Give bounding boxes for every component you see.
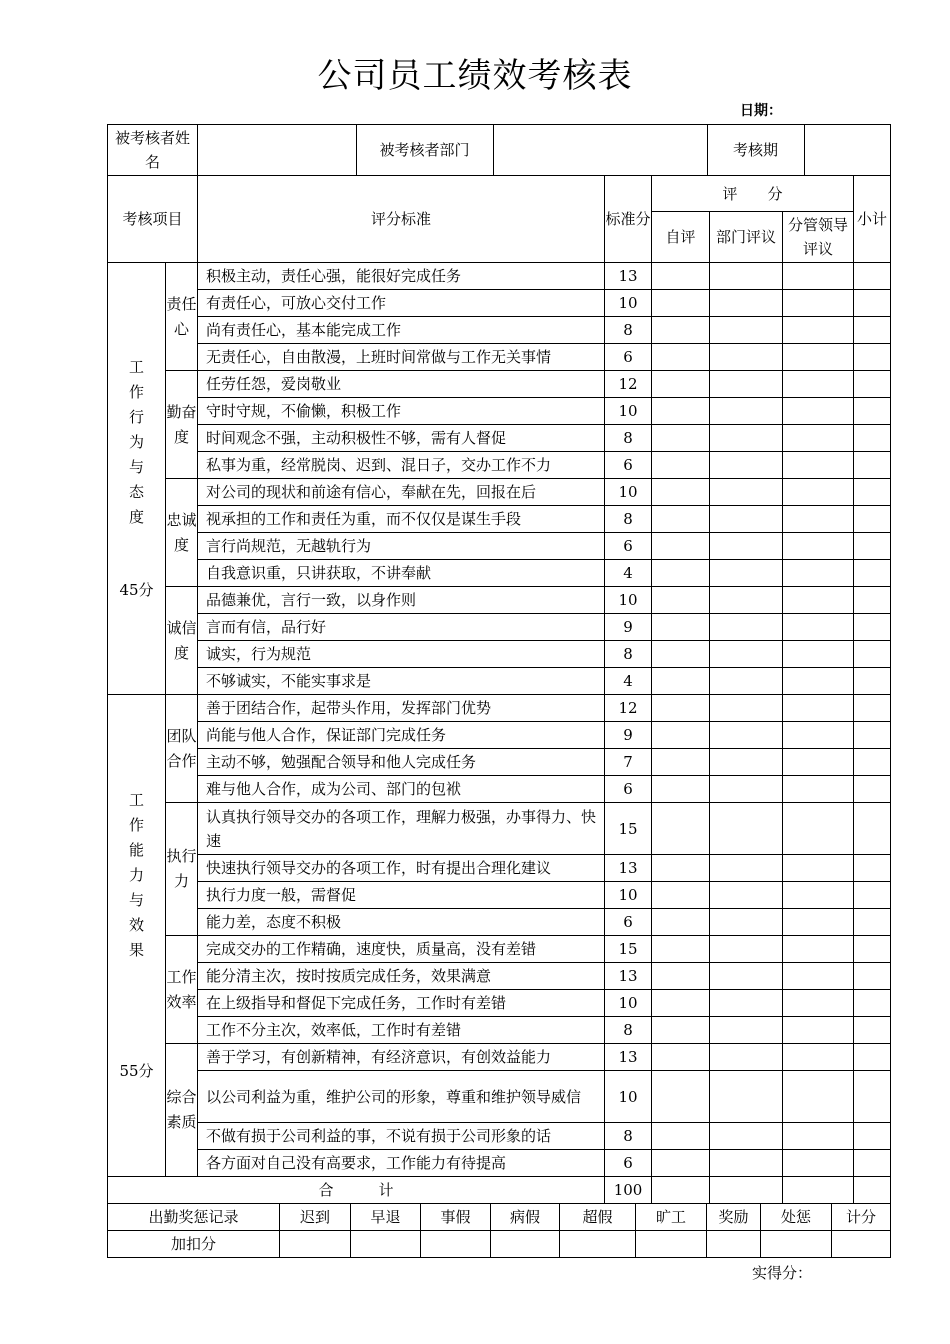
self-total-cell[interactable] [652, 1177, 710, 1204]
criteria-text: 言而有信，品行好 [198, 614, 605, 641]
self-score-cell[interactable] [652, 990, 710, 1017]
col-leader: 分管领导评议 [783, 212, 854, 263]
table-row [108, 1150, 891, 1177]
self-score-cell[interactable] [652, 290, 710, 317]
dept-score-cell[interactable] [710, 641, 783, 668]
criteria-text: 执行力度一般，需督促 [198, 882, 605, 909]
dept-score-cell[interactable] [710, 560, 783, 587]
table-row [108, 803, 891, 855]
subtotal-cell[interactable] [854, 855, 891, 882]
dept-score-cell[interactable] [710, 855, 783, 882]
self-score-cell[interactable] [652, 587, 710, 614]
table-row [108, 398, 891, 425]
table-row [108, 749, 891, 776]
dept-score-cell[interactable] [710, 749, 783, 776]
dept-score-cell[interactable] [710, 668, 783, 695]
criteria-text: 私事为重，经常脱岗、迟到、混日子，交办工作不力 [198, 452, 605, 479]
criteria-text: 积极主动，责任心强，能很好完成任务 [198, 263, 605, 290]
adjust-cell[interactable] [560, 1231, 636, 1258]
table-row [108, 668, 891, 695]
name-label: 被考核者姓名 [108, 125, 198, 176]
dept-label: 被考核者部门 [356, 125, 493, 175]
col-self: 自评 [652, 212, 710, 263]
standard-score: 15 [605, 803, 652, 855]
table-row [108, 263, 891, 290]
category-points: 55分 [119, 1061, 154, 1080]
name-field[interactable] [198, 125, 356, 175]
criteria-text: 在上级指导和督促下完成任务，工作时有差错 [198, 990, 605, 1017]
dept-score-cell[interactable] [710, 452, 783, 479]
leader-score-cell[interactable] [783, 882, 854, 909]
self-score-cell[interactable] [652, 398, 710, 425]
self-score-cell[interactable] [652, 506, 710, 533]
group-name: 责任心 [166, 263, 198, 371]
attendance-item: 早退 [351, 1204, 421, 1231]
criteria-text: 认真执行领导交办的各项工作，理解力极强，办事得力、快速 [198, 803, 605, 855]
criteria-text: 时间观念不强，主动积极性不够，需有人督促 [198, 425, 605, 452]
group-name: 勤奋度 [166, 371, 198, 479]
dept-score-cell[interactable] [710, 963, 783, 990]
self-score-cell[interactable] [652, 560, 710, 587]
table-row [108, 452, 891, 479]
dept-score-cell[interactable] [710, 263, 783, 290]
self-score-cell[interactable] [652, 614, 710, 641]
leader-score-cell[interactable] [783, 371, 854, 398]
subtotal-cell[interactable] [854, 990, 891, 1017]
self-score-cell[interactable] [652, 317, 710, 344]
leader-score-cell[interactable] [783, 909, 854, 936]
subtotal-cell[interactable] [854, 963, 891, 990]
self-score-cell[interactable] [652, 695, 710, 722]
table-row [108, 425, 891, 452]
table-row [108, 317, 891, 344]
criteria-text: 不够诚实，不能实事求是 [198, 668, 605, 695]
criteria-text: 不做有损于公司利益的事，不说有损于公司形象的话 [198, 1123, 605, 1150]
subtotal-cell[interactable] [854, 776, 891, 803]
leader-score-cell[interactable] [783, 479, 854, 506]
standard-score: 15 [605, 936, 652, 963]
standard-score: 8 [605, 641, 652, 668]
table-row [108, 533, 891, 560]
criteria-text: 对公司的现状和前途有信心，奉献在先，回报在后 [198, 479, 605, 506]
table-row [108, 990, 891, 1017]
period-label: 考核期 [707, 125, 804, 175]
criteria-text: 言行尚规范，无越轨行为 [198, 533, 605, 560]
attendance-item: 病假 [491, 1204, 560, 1231]
dept-score-cell[interactable] [710, 614, 783, 641]
total-row [108, 1177, 891, 1204]
self-score-cell[interactable] [652, 749, 710, 776]
standard-score: 6 [605, 1150, 652, 1177]
self-score-cell[interactable] [652, 371, 710, 398]
leader-score-cell[interactable] [783, 963, 854, 990]
subtotal-cell[interactable] [854, 290, 891, 317]
dept-score-cell[interactable] [710, 909, 783, 936]
subtotal-cell[interactable] [854, 1044, 891, 1071]
dept-score-cell[interactable] [710, 371, 783, 398]
leader-score-cell[interactable] [783, 1017, 854, 1044]
subtotal-cell[interactable] [854, 506, 891, 533]
leader-score-cell[interactable] [783, 776, 854, 803]
attendance-item: 奖励 [707, 1204, 761, 1231]
leader-score-cell[interactable] [783, 290, 854, 317]
self-score-cell[interactable] [652, 641, 710, 668]
table-row [108, 1044, 891, 1071]
subtotal-cell[interactable] [854, 668, 891, 695]
subtotal-cell[interactable] [854, 641, 891, 668]
standard-score: 8 [605, 506, 652, 533]
table-row [108, 1123, 891, 1150]
leader-score-cell[interactable] [783, 317, 854, 344]
subtotal-cell[interactable] [854, 749, 891, 776]
self-score-cell[interactable] [652, 803, 710, 855]
col-item: 考核项目 [108, 176, 198, 263]
subtotal-cell[interactable] [854, 1071, 891, 1123]
standard-score: 12 [605, 371, 652, 398]
subtotal-cell[interactable] [854, 909, 891, 936]
standard-score: 6 [605, 533, 652, 560]
total-label: 合 计 [108, 1177, 605, 1204]
table-row [108, 695, 891, 722]
criteria-text: 各方面对自己没有高要求，工作能力有待提高 [198, 1150, 605, 1177]
group-name: 综合素质 [166, 1044, 198, 1177]
standard-score: 10 [605, 1071, 652, 1123]
subtotal-cell[interactable] [854, 587, 891, 614]
leader-score-cell[interactable] [783, 1071, 854, 1123]
standard-score: 8 [605, 1017, 652, 1044]
criteria-text: 守时守规，不偷懒，积极工作 [198, 398, 605, 425]
criteria-text: 品德兼优，言行一致，以身作则 [198, 587, 605, 614]
leader-score-cell[interactable] [783, 506, 854, 533]
subtotal-cell[interactable] [854, 263, 891, 290]
adjust-label: 加扣分 [108, 1231, 280, 1258]
leader-score-cell[interactable] [783, 263, 854, 290]
criteria-text: 尚有责任心，基本能完成工作 [198, 317, 605, 344]
subtotal-cell[interactable] [854, 1150, 891, 1177]
self-score-cell[interactable] [652, 452, 710, 479]
standard-score: 8 [605, 317, 652, 344]
leader-score-cell[interactable] [783, 990, 854, 1017]
dept-score-cell[interactable] [710, 1044, 783, 1071]
col-standard: 标准分 [605, 176, 652, 263]
standard-score: 13 [605, 855, 652, 882]
col-subtotal: 小计 [854, 176, 891, 263]
attendance-table [107, 1203, 891, 1258]
subtotal-cell[interactable] [854, 479, 891, 506]
total-score: 100 [605, 1177, 652, 1204]
self-score-cell[interactable] [652, 855, 710, 882]
self-score-cell[interactable] [652, 533, 710, 560]
table-row [108, 909, 891, 936]
adjust-cell[interactable] [832, 1231, 891, 1258]
self-score-cell[interactable] [652, 1017, 710, 1044]
self-score-cell[interactable] [652, 776, 710, 803]
table-row [108, 776, 891, 803]
criteria-text: 视承担的工作和责任为重，而不仅仅是谋生手段 [198, 506, 605, 533]
dept-score-cell[interactable] [710, 1150, 783, 1177]
dept-score-cell[interactable] [710, 722, 783, 749]
leader-score-cell[interactable] [783, 452, 854, 479]
self-score-cell[interactable] [652, 479, 710, 506]
subtotal-cell[interactable] [854, 398, 891, 425]
group-name: 团队合作 [166, 695, 198, 803]
subtotal-cell[interactable] [854, 1123, 891, 1150]
subtotal-cell[interactable] [854, 425, 891, 452]
table-row [108, 371, 891, 398]
standard-score: 6 [605, 909, 652, 936]
subtotal-cell[interactable] [854, 722, 891, 749]
table-row [108, 1071, 891, 1123]
adjust-cell[interactable] [636, 1231, 707, 1258]
adjust-cell[interactable] [707, 1231, 761, 1258]
leader-score-cell[interactable] [783, 425, 854, 452]
criteria-text: 无责任心，自由散漫，上班时间常做与工作无关事情 [198, 344, 605, 371]
table-row [108, 641, 891, 668]
evaluation-sheet [107, 124, 890, 1258]
group-name: 诚信度 [166, 587, 198, 695]
col-score-group: 评 分 [652, 176, 854, 212]
table-row [108, 506, 891, 533]
criteria-text: 善于团结合作，起带头作用，发挥部门优势 [198, 695, 605, 722]
dept-field[interactable] [493, 125, 707, 175]
attendance-item: 旷工 [636, 1204, 707, 1231]
criteria-text: 快速执行领导交办的各项工作，时有提出合理化建议 [198, 855, 605, 882]
subtotal-cell[interactable] [854, 1017, 891, 1044]
leader-score-cell[interactable] [783, 641, 854, 668]
subtotal-cell[interactable] [854, 882, 891, 909]
self-score-cell[interactable] [652, 963, 710, 990]
leader-score-cell[interactable] [783, 344, 854, 371]
subtotal-cell[interactable] [854, 452, 891, 479]
standard-score: 9 [605, 614, 652, 641]
criteria-text: 尚能与他人合作，保证部门完成任务 [198, 722, 605, 749]
criteria-text: 能力差，态度不积极 [198, 909, 605, 936]
subtotal-cell[interactable] [854, 803, 891, 855]
self-score-cell[interactable] [652, 882, 710, 909]
standard-score: 6 [605, 776, 652, 803]
leader-score-cell[interactable] [783, 533, 854, 560]
dept-total-cell[interactable] [710, 1177, 783, 1204]
dept-score-cell[interactable] [710, 317, 783, 344]
table-row [108, 344, 891, 371]
leader-score-cell[interactable] [783, 1150, 854, 1177]
subtotal-cell[interactable] [854, 371, 891, 398]
self-score-cell[interactable] [652, 1044, 710, 1071]
self-score-cell[interactable] [652, 425, 710, 452]
dept-score-cell[interactable] [710, 290, 783, 317]
subtotal-cell[interactable] [854, 344, 891, 371]
criteria-text: 工作不分主次，效率低，工作时有差错 [198, 1017, 605, 1044]
dept-score-cell[interactable] [710, 398, 783, 425]
subtotal-cell[interactable] [854, 317, 891, 344]
table-row [108, 614, 891, 641]
criteria-text: 主动不够，勉强配合领导和他人完成任务 [198, 749, 605, 776]
dept-score-cell[interactable] [710, 882, 783, 909]
criteria-text: 能分清主次，按时按质完成任务，效果满意 [198, 963, 605, 990]
self-score-cell[interactable] [652, 668, 710, 695]
leader-score-cell[interactable] [783, 668, 854, 695]
criteria-text: 以公司利益为重，维护公司的形象，尊重和维护领导威信 [198, 1071, 605, 1123]
standard-score: 8 [605, 1123, 652, 1150]
dept-score-cell[interactable] [710, 533, 783, 560]
dept-score-cell[interactable] [710, 1071, 783, 1123]
standard-score: 12 [605, 695, 652, 722]
subtotal-cell[interactable] [854, 695, 891, 722]
dept-score-cell[interactable] [710, 425, 783, 452]
leader-score-cell[interactable] [783, 749, 854, 776]
standard-score: 10 [605, 290, 652, 317]
final-score-label: 实得分： [752, 1264, 813, 1282]
table-row [108, 855, 891, 882]
adjust-cell[interactable] [421, 1231, 491, 1258]
attendance-item: 超假 [560, 1204, 636, 1231]
standard-score: 13 [605, 963, 652, 990]
table-row [108, 963, 891, 990]
table-row [108, 479, 891, 506]
col-criteria: 评分标准 [198, 176, 605, 263]
criteria-text: 完成交办的工作精确，速度快，质量高，没有差错 [198, 936, 605, 963]
evaluation-table [107, 124, 891, 1204]
dept-score-cell[interactable] [710, 1017, 783, 1044]
attendance-item: 处惩 [761, 1204, 832, 1231]
self-score-cell[interactable] [652, 936, 710, 963]
leader-score-cell[interactable] [783, 722, 854, 749]
leader-score-cell[interactable] [783, 855, 854, 882]
table-row [108, 936, 891, 963]
criteria-text: 善于学习，有创新精神，有经济意识，有创效益能力 [198, 1044, 605, 1071]
table-row [108, 882, 891, 909]
leader-score-cell[interactable] [783, 587, 854, 614]
leader-score-cell[interactable] [783, 560, 854, 587]
standard-score: 10 [605, 479, 652, 506]
dept-score-cell[interactable] [710, 803, 783, 855]
leader-total-cell[interactable] [783, 1177, 854, 1204]
subtotal-cell[interactable] [854, 560, 891, 587]
dept-score-cell[interactable] [710, 587, 783, 614]
group-name: 执行力 [166, 803, 198, 936]
standard-score: 13 [605, 263, 652, 290]
self-score-cell[interactable] [652, 263, 710, 290]
self-score-cell[interactable] [652, 344, 710, 371]
table-row [108, 722, 891, 749]
attendance-item: 事假 [421, 1204, 491, 1231]
standard-score: 10 [605, 990, 652, 1017]
criteria-text: 自我意识重，只讲获取，不讲奉献 [198, 560, 605, 587]
standard-score: 4 [605, 560, 652, 587]
attendance-item: 计分 [832, 1204, 891, 1231]
page-title: 公司员工绩效考核表 [317, 56, 633, 96]
dept-score-cell[interactable] [710, 776, 783, 803]
leader-score-cell[interactable] [783, 1123, 854, 1150]
category-points: 45分 [119, 580, 154, 599]
adjust-cell[interactable] [280, 1231, 351, 1258]
leader-score-cell[interactable] [783, 1044, 854, 1071]
table-row [108, 290, 891, 317]
dept-score-cell[interactable] [710, 1123, 783, 1150]
standard-score: 10 [605, 587, 652, 614]
group-name: 工作效率 [166, 936, 198, 1044]
standard-score: 9 [605, 722, 652, 749]
dept-score-cell[interactable] [710, 344, 783, 371]
standard-score: 7 [605, 749, 652, 776]
self-score-cell[interactable] [652, 1071, 710, 1123]
subtotal-cell[interactable] [854, 936, 891, 963]
period-field[interactable] [804, 125, 890, 175]
table-row [108, 587, 891, 614]
self-score-cell[interactable] [652, 1123, 710, 1150]
standard-score: 13 [605, 1044, 652, 1071]
dept-score-cell[interactable] [710, 936, 783, 963]
leader-score-cell[interactable] [783, 695, 854, 722]
criteria-text: 有责任心，可放心交付工作 [198, 290, 605, 317]
dept-score-cell[interactable] [710, 695, 783, 722]
criteria-text: 诚实，行为规范 [198, 641, 605, 668]
subtotal-cell[interactable] [854, 614, 891, 641]
dept-score-cell[interactable] [710, 990, 783, 1017]
dept-score-cell[interactable] [710, 479, 783, 506]
attendance-item: 迟到 [280, 1204, 351, 1231]
col-dept: 部门评议 [710, 212, 783, 263]
attendance-label: 出勤奖惩记录 [108, 1204, 280, 1231]
leader-score-cell[interactable] [783, 936, 854, 963]
category-cell [108, 695, 166, 1177]
adjust-cell[interactable] [491, 1231, 560, 1258]
criteria-text: 任劳任怨，爱岗敬业 [198, 371, 605, 398]
standard-score: 4 [605, 668, 652, 695]
self-score-cell[interactable] [652, 1150, 710, 1177]
self-score-cell[interactable] [652, 722, 710, 749]
standard-score: 10 [605, 882, 652, 909]
subtotal-cell[interactable] [854, 533, 891, 560]
adjust-cell[interactable] [351, 1231, 421, 1258]
date-label: 日期： [740, 103, 782, 119]
table-row [108, 1017, 891, 1044]
subtotal-total-cell[interactable] [854, 1177, 891, 1204]
standard-score: 6 [605, 452, 652, 479]
dept-score-cell[interactable] [710, 506, 783, 533]
standard-score: 10 [605, 398, 652, 425]
standard-score: 8 [605, 425, 652, 452]
table-row [108, 560, 891, 587]
group-name: 忠诚度 [166, 479, 198, 587]
standard-score: 6 [605, 344, 652, 371]
criteria-text: 难与他人合作，成为公司、部门的包袱 [198, 776, 605, 803]
leader-score-cell[interactable] [783, 803, 854, 855]
adjust-cell[interactable] [761, 1231, 832, 1258]
leader-score-cell[interactable] [783, 398, 854, 425]
category-name: 工作能力与效果 [129, 790, 145, 959]
self-score-cell[interactable] [652, 909, 710, 936]
category-name: 工作行为与态度 [129, 357, 145, 526]
leader-score-cell[interactable] [783, 614, 854, 641]
category-cell [108, 263, 166, 695]
